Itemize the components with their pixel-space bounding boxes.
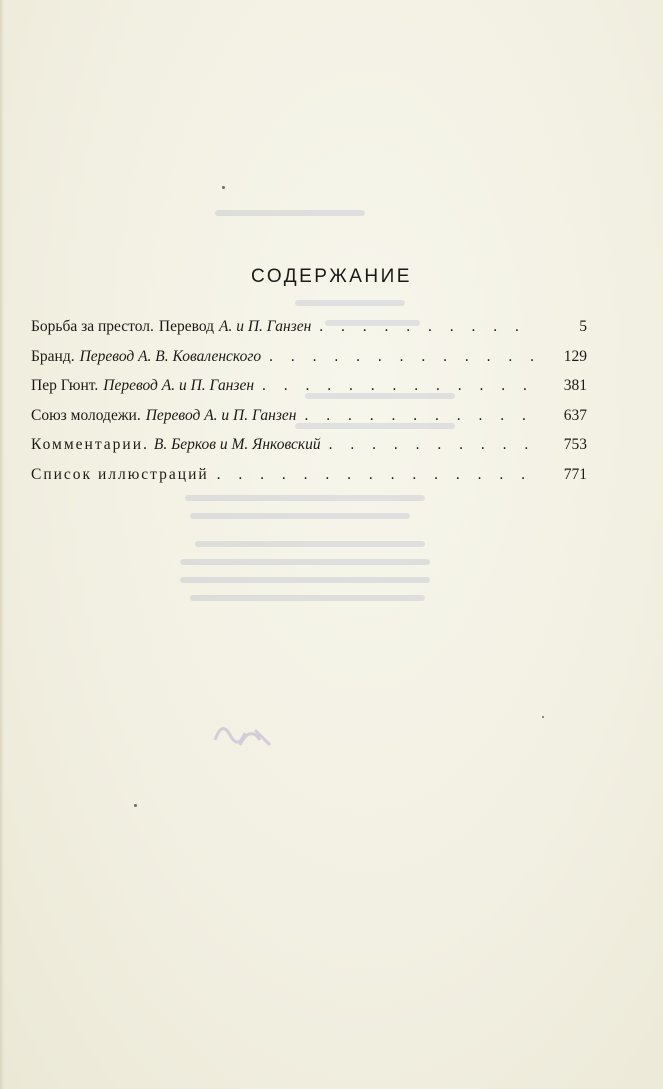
- speck: [222, 186, 225, 189]
- page-title: СОДЕРЖАНИЕ: [251, 266, 412, 287]
- toc-entry-translator: Перевод А. В. Коваленского: [79, 347, 262, 365]
- toc-entry[interactable]: [31, 312, 587, 342]
- toc-entry-text: [31, 312, 537, 342]
- toc-entry-translator: Перевод А. и П. Ганзен: [145, 406, 297, 424]
- toc-page-number: 771: [563, 465, 587, 483]
- speck: [542, 716, 544, 718]
- toc-entry-title: Пер Гюнт.: [31, 377, 99, 394]
- toc-entry-translator: В. Берков и М. Янковский: [153, 436, 321, 453]
- toc-entry-title: Список иллюстраций: [31, 465, 209, 483]
- toc-page-number: 381: [563, 377, 587, 394]
- toc-page-number: 753: [563, 436, 587, 453]
- toc-page-number: 129: [563, 347, 587, 365]
- toc-entry-translator: А. и П. Ганзен: [219, 318, 312, 335]
- toc-entry[interactable]: [31, 342, 587, 372]
- toc-entry-text: [31, 371, 537, 401]
- toc-entry-title: Бранд.: [31, 347, 75, 365]
- toc-entry-credit: Перевод: [158, 318, 215, 335]
- page-edge-shadow: [0, 0, 4, 1089]
- toc-entry[interactable]: [31, 371, 587, 401]
- toc-entry-title: Борьба за престол.: [31, 318, 154, 335]
- table-of-contents: [31, 312, 587, 489]
- toc-page-number: 5: [579, 318, 587, 335]
- toc-entry-text: [31, 342, 537, 372]
- speck: [134, 804, 137, 807]
- toc-entry[interactable]: [31, 460, 587, 490]
- toc-entry-text: [31, 460, 537, 490]
- toc-entry-title: Союз молодежи.: [31, 406, 141, 424]
- toc-entry-text: [31, 401, 537, 431]
- faded-stamp: [210, 715, 280, 755]
- toc-entry-text: [31, 430, 537, 460]
- toc-entry[interactable]: [31, 401, 587, 431]
- toc-entry-title: Комментарии.: [31, 436, 149, 453]
- toc-entry[interactable]: [31, 430, 587, 460]
- toc-page-number: 637: [563, 406, 587, 424]
- toc-entry-translator: Перевод А. и П. Ганзен: [103, 377, 255, 394]
